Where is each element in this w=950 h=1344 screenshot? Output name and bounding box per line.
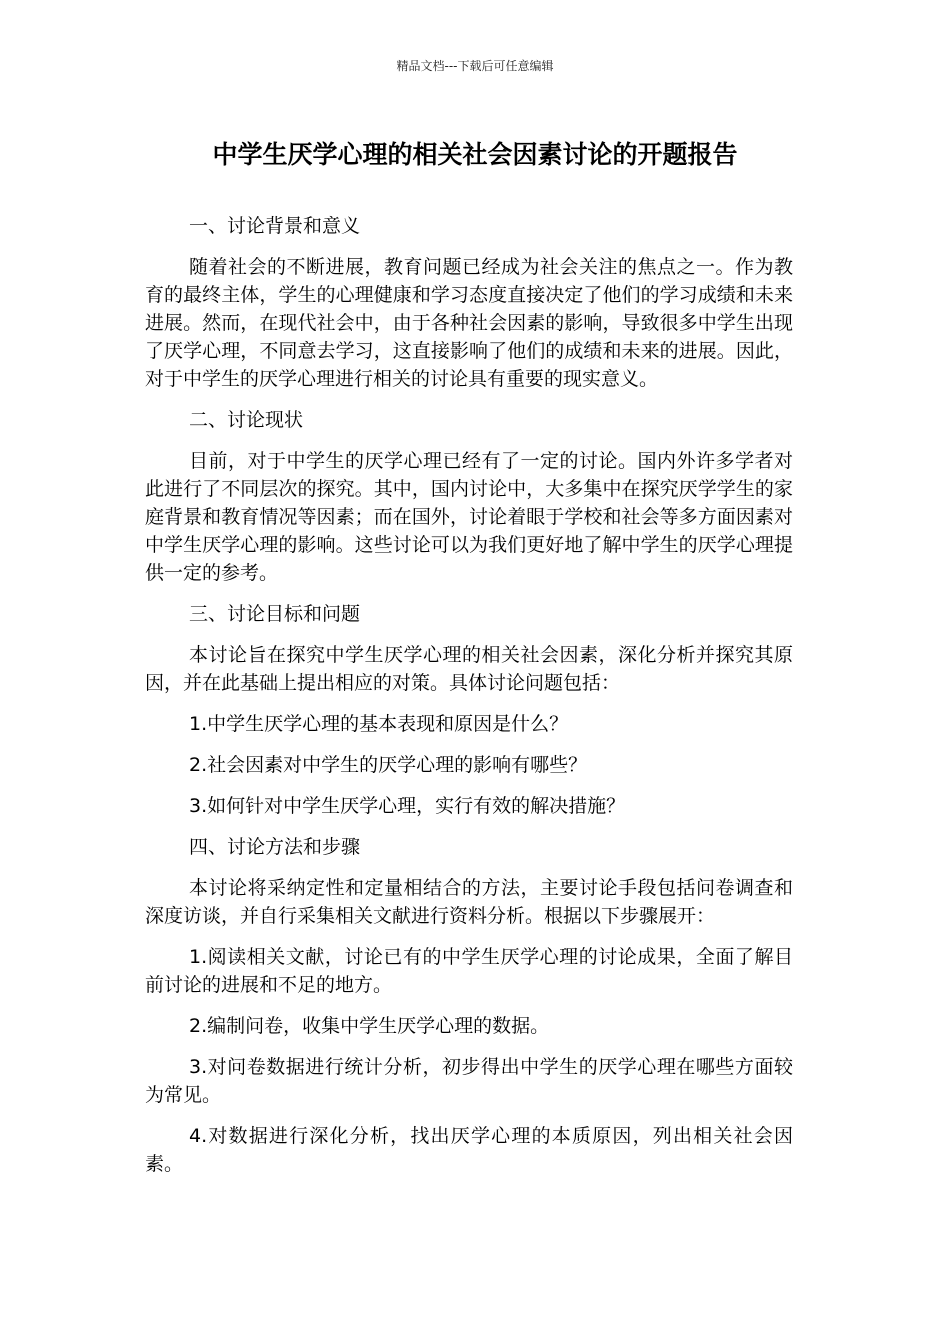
- section-paragraph-status: 目前，对于中学生的厌学心理已经有了一定的讨论。国内外许多学者对此进行了不同层次的探究。其中，国内讨论中，大多集中在探究厌学学生的家庭背景和教育情况等因素；而在国外，讨论着眼于学校和社会等多方面因素对中学生厌学心理的影响。这些讨论可以为我们更好地了解中学生的厌学心理提供一定的参考。: [145, 450, 793, 584]
- list-item: 3.如何针对中学生厌学心理，实行有效的解决措施？: [189, 795, 626, 817]
- document-body: [145, 212, 793, 1191]
- section-paragraph-methods: 本讨论将采纳定性和定量相结合的方法，主要讨论手段包括问卷调查和深度访谈，并自行采集相关文献进行资料分析。根据以下步骤展开：: [145, 877, 793, 927]
- section-heading-background: 一、讨论背景和意义: [189, 215, 361, 237]
- list-item: 1.中学生厌学心理的基本表现和原因是什么？: [189, 713, 569, 735]
- document-title: 中学生厌学心理的相关社会因素讨论的开题报告: [212, 140, 738, 169]
- section-heading-methods: 四、讨论方法和步骤: [189, 836, 361, 858]
- list-item: 2.社会因素对中学生的厌学心理的影响有哪些？: [189, 754, 588, 776]
- list-item: 3.对问卷数据进行统计分析，初步得出中学生的厌学心理在哪些方面较为常见。: [145, 1056, 793, 1106]
- header-note: 精品文档---下载后可任意编辑: [396, 59, 554, 73]
- section-heading-goals: 三、讨论目标和问题: [189, 603, 361, 625]
- section-paragraph-goals: 本讨论旨在探究中学生厌学心理的相关社会因素，深化分析并探究其原因，并在此基础上提出相应的对策。具体讨论问题包括：: [145, 644, 793, 694]
- list-item: 2.编制问卷，收集中学生厌学心理的数据。: [189, 1015, 550, 1037]
- list-item: 4.对数据进行深化分析，找出厌学心理的本质原因，列出相关社会因素。: [145, 1125, 793, 1175]
- section-heading-status: 二、讨论现状: [189, 409, 304, 431]
- section-paragraph-background: 随着社会的不断进展，教育问题已经成为社会关注的焦点之一。作为教育的最终主体，学生的心理健康和学习态度直接决定了他们的学习成绩和未来进展。然而，在现代社会中，由于各种社会因素的影响，导致很多中学生出现了厌学心理，不同意去学习，这直接影响了他们的成绩和未来的进展。因此，对于中学生的厌学心理进行相关的讨论具有重要的现实意义。: [145, 256, 793, 390]
- list-item: 1.阅读相关文献，讨论已有的中学生厌学心理的讨论成果，全面了解目前讨论的进展和不足的地方。: [145, 946, 793, 996]
